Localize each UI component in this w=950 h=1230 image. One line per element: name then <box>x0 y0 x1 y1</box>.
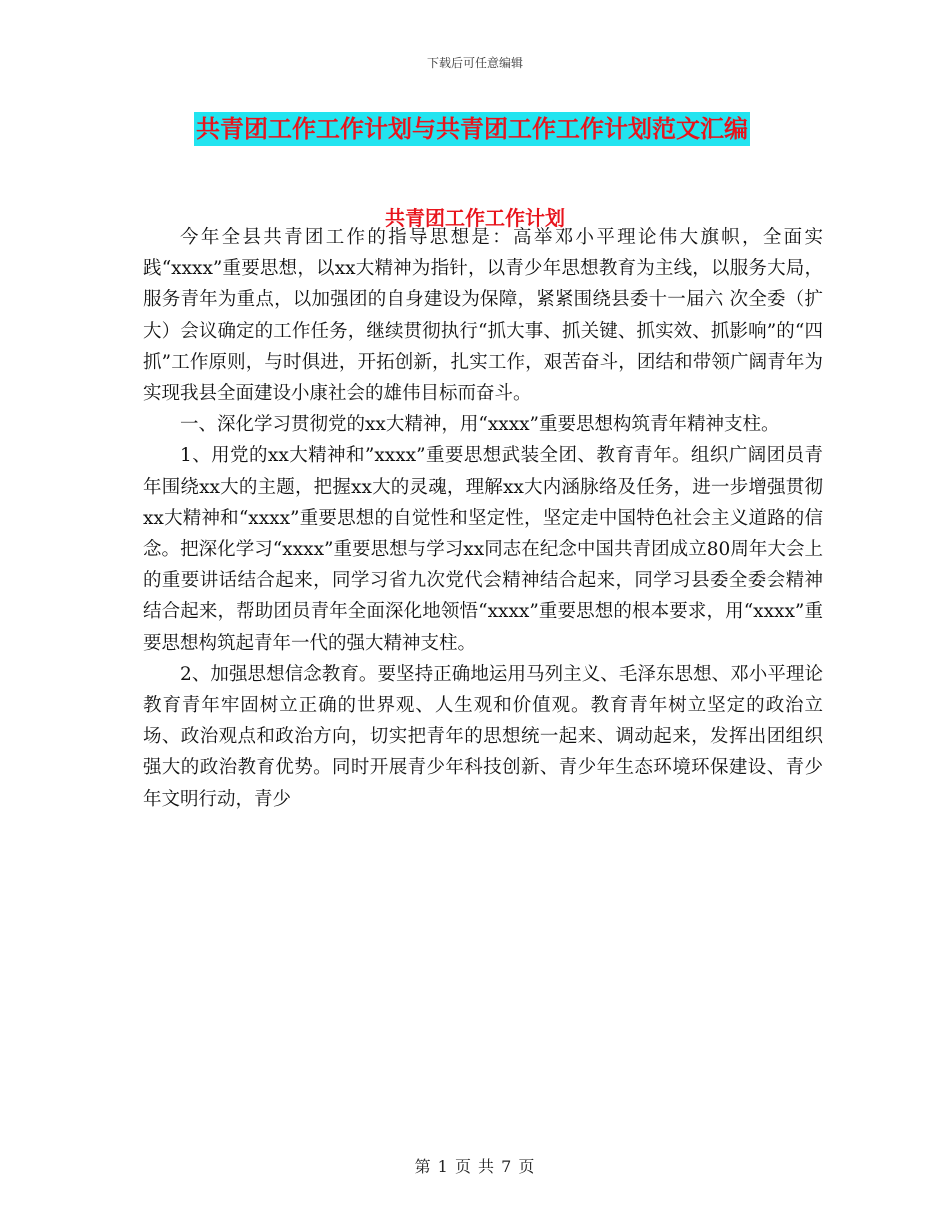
document-main-title: 共青团工作工作计划与共青团工作工作计划范文汇编 <box>194 112 750 146</box>
paragraph-item-one: 1、用党的xx大精神和”xxxx”重要思想武装全团、教育青年。组织广阔团员青年围绕xx大的主题，把握xx大的灵魂，理解xx大内涵脉络及任务，进一步增强贯彻xx大精神和“xxxx”重要思想的自觉性和坚定性，坚定走中国特色社会主义道路的信念。把深化学习“xxxx”重要思想与学习xx同志在纪念中国共青团成立80周年大会上的重要讲话结合起来，同学习省九次党代会精神结合起来，同学习县委全委会精神结合起来，帮助团员青年全面深化地领悟“xxxx”重要思想的根本要求，用“xxxx”重要思想构筑起青年一代的强大精神支柱。 <box>143 445 823 654</box>
document-body <box>143 222 823 815</box>
paragraph-heading-one: 一、深化学习贯彻党的xx大精神，用“xxxx”重要思想构筑青年精神支柱。 <box>180 414 780 436</box>
section-title: 共青团工作工作计划 <box>385 206 565 230</box>
page-number: 第 1 页 共 7 页 <box>414 1157 536 1176</box>
paragraph-item-two: 2、加强思想信念教育。要坚持正确地运用马列主义、毛泽东思想、邓小平理论教育青年牢固树立正确的世界观、人生观和价值观。教育青年树立坚定的政治立场、政治观点和政治方向，切实把青年的思想统一起来、调动起来，发挥出团组织强大的政治教育优势。同时开展青少年科技创新、青少年生态环境环保建设、青少年文明行动，青少 <box>143 663 823 810</box>
header-note: 下载后可任意编辑 <box>426 56 523 70</box>
paragraph-guiding-idea: 今年全县共青团工作的指导思想是：高举邓小平理论伟大旗帜，全面实践“xxxx”重要思想，以xx大精神为指针，以青少年思想教育为主线，以服务大局，服务青年为重点，以加强团的自身建设为保障，紧紧围绕县委十一届六 次全委（扩大）会议确定的工作任务，继续贯彻执行“抓大事、抓关键、抓实效、抓影响”的“四抓”工作原则，与时俱进，开拓创新，扎实工作，艰苦奋斗，团结和带领广阔青年为实现我县全面建设小康社会的雄伟目标而奋斗。 <box>143 227 823 405</box>
